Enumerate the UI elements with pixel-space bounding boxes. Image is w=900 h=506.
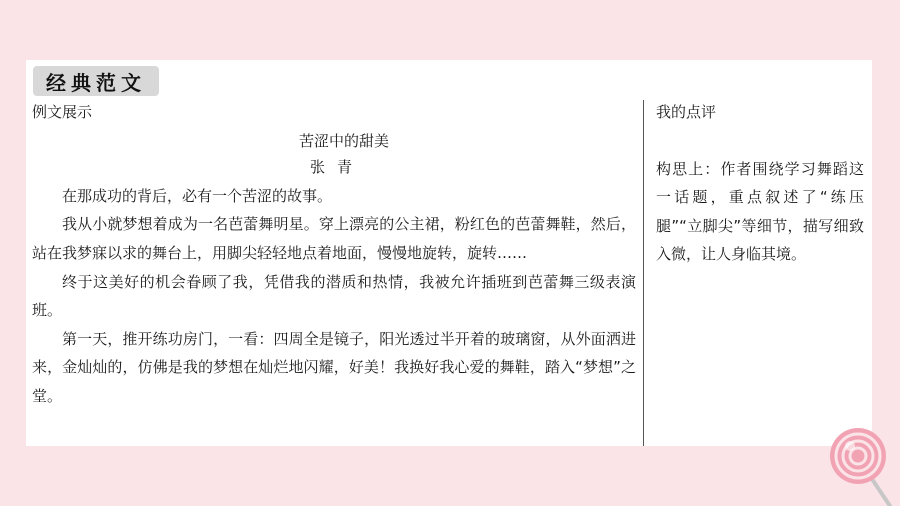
lollipop-icon [828,422,900,506]
example-column [32,98,636,411]
comment-label: 我的点评 [656,103,717,121]
essay-paragraph-4: 第一天，推开练功房门，一看：四周全是镜子，阳光透过半开着的玻璃窗，从外面洒进来，金灿灿的，仿佛是我的梦想在灿烂地闪耀，好美！我换好我心爱的舞鞋，踏入“梦想”之堂。 [32,329,636,405]
comment-body: 构思上：作者围绕学习舞蹈这一话题，重点叙述了“练压腿”“立脚尖”等细节，描写细致入微，让人身临其境。 [656,159,864,264]
essay-title: 苦涩中的甜美 [298,131,389,150]
essay-author: 张青 [309,158,364,177]
section-badge: 经典范文 [33,66,159,96]
essay-paragraph-2: 我从小就梦想着成为一名芭蕾舞明星。穿上漂亮的公主裙，粉红色的芭蕾舞鞋，然后，站在我梦寐以求的舞台上，用脚尖轻轻地点着地面，慢慢地旋转，旋转…… [32,215,636,262]
comment-column [656,98,864,269]
essay-paragraph-1: 在那成功的背后，必有一个苦涩的故事。 [62,186,333,205]
content-card [26,60,872,446]
example-label: 例文展示 [32,103,93,121]
column-divider [643,100,644,446]
essay-paragraph-3: 终于这美好的机会眷顾了我，凭借我的潜质和热情，我被允许插班到芭蕾舞三级表演班。 [32,272,636,320]
